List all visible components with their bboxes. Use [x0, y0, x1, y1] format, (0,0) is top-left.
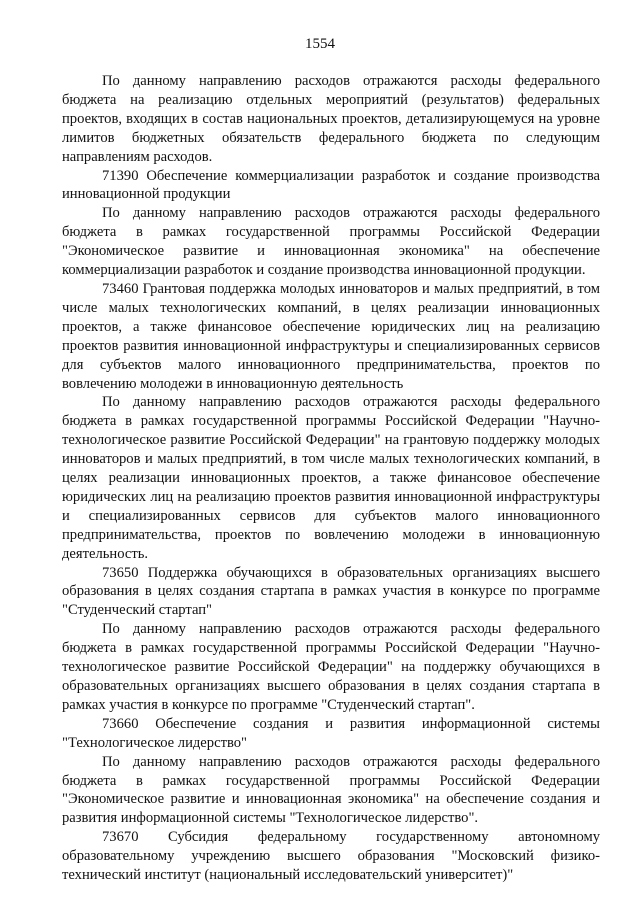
paragraph: 71390 Обеспечение коммерциализации разработок и создание производства инновационной продукции: [62, 167, 600, 203]
paragraph: 73460 Грантовая поддержка молодых инноваторов и малых предприятий, в том числе малых технологических компаний, в целях реализации инновационных проектов, а также финансовое обеспечение юридических лиц на реализацию проектов развития инновационной инфраструктуры и специализированных сервисов для субъектов малого инновационного предпринимательства, проектов по вовлечению молодежи в инновационную деятельность: [62, 280, 600, 392]
paragraph: По данному направлению расходов отражаются расходы федерального бюджета на реализацию отдельных мероприятий (результатов) федеральных проектов, входящих в состав национальных проектов, детализирующемуся на уровне лимитов бюджетных обязательств федерального бюджета по следующим направлениям расходов.: [62, 73, 600, 165]
paragraph: По данному направлению расходов отражаются расходы федерального бюджета в рамках государственной программы Российской Федерации "Экономическое развитие и инновационная экономика" на обеспечение создания и развития информационной системы "Технологическое лидерство".: [62, 753, 600, 827]
paragraph: По данному направлению расходов отражаются расходы федерального бюджета в рамках государственной программы Российской Федерации "Научно-технологическое развитие Российской Федерации" на поддержку обучающихся в образовательных организациях высшего образования в целях создания стартапа в рамках участия в конкурсе по программе "Студенческий стартап".: [62, 621, 600, 713]
paragraph: По данному направлению расходов отражаются расходы федерального бюджета в рамках государственной программы Российской Федерации "Экономическое развитие и инновационная экономика" на обеспечение коммерциализации разработок и создание производства инновационной продукции.: [62, 205, 600, 279]
page-number: 1554: [305, 36, 335, 52]
paragraph: 73660 Обеспечение создания и развития информационной системы "Технологическое лидерство": [62, 715, 600, 751]
paragraph: По данному направлению расходов отражаются расходы федерального бюджета в рамках государственной программы Российской Федерации "Научно-технологическое развитие Российской Федерации" на грантовую поддержку молодых инноваторов и малых предприятий, в том числе малых технологических компаний, в целях реализации инновационных проектов, а также финансовое обеспечение юридических лиц на реализацию проектов развития инновационной инфраструктуры и специализированных сервисов для субъектов малого инновационного предпринимательства, проектов по вовлечению молодежи в инновационную деятельность.: [62, 394, 600, 562]
document-body: [62, 72, 600, 885]
paragraph: 73650 Поддержка обучающихся в образовательных организациях высшего образования в целях создания стартапа в рамках участия в конкурсе по программе "Студенческий стартап": [62, 564, 600, 619]
paragraph: 73670 Субсидия федеральному государственному автономному образовательному учреждению высшего образования "Московский физико-технический институт (национальный исследовательский университет)": [62, 829, 600, 884]
